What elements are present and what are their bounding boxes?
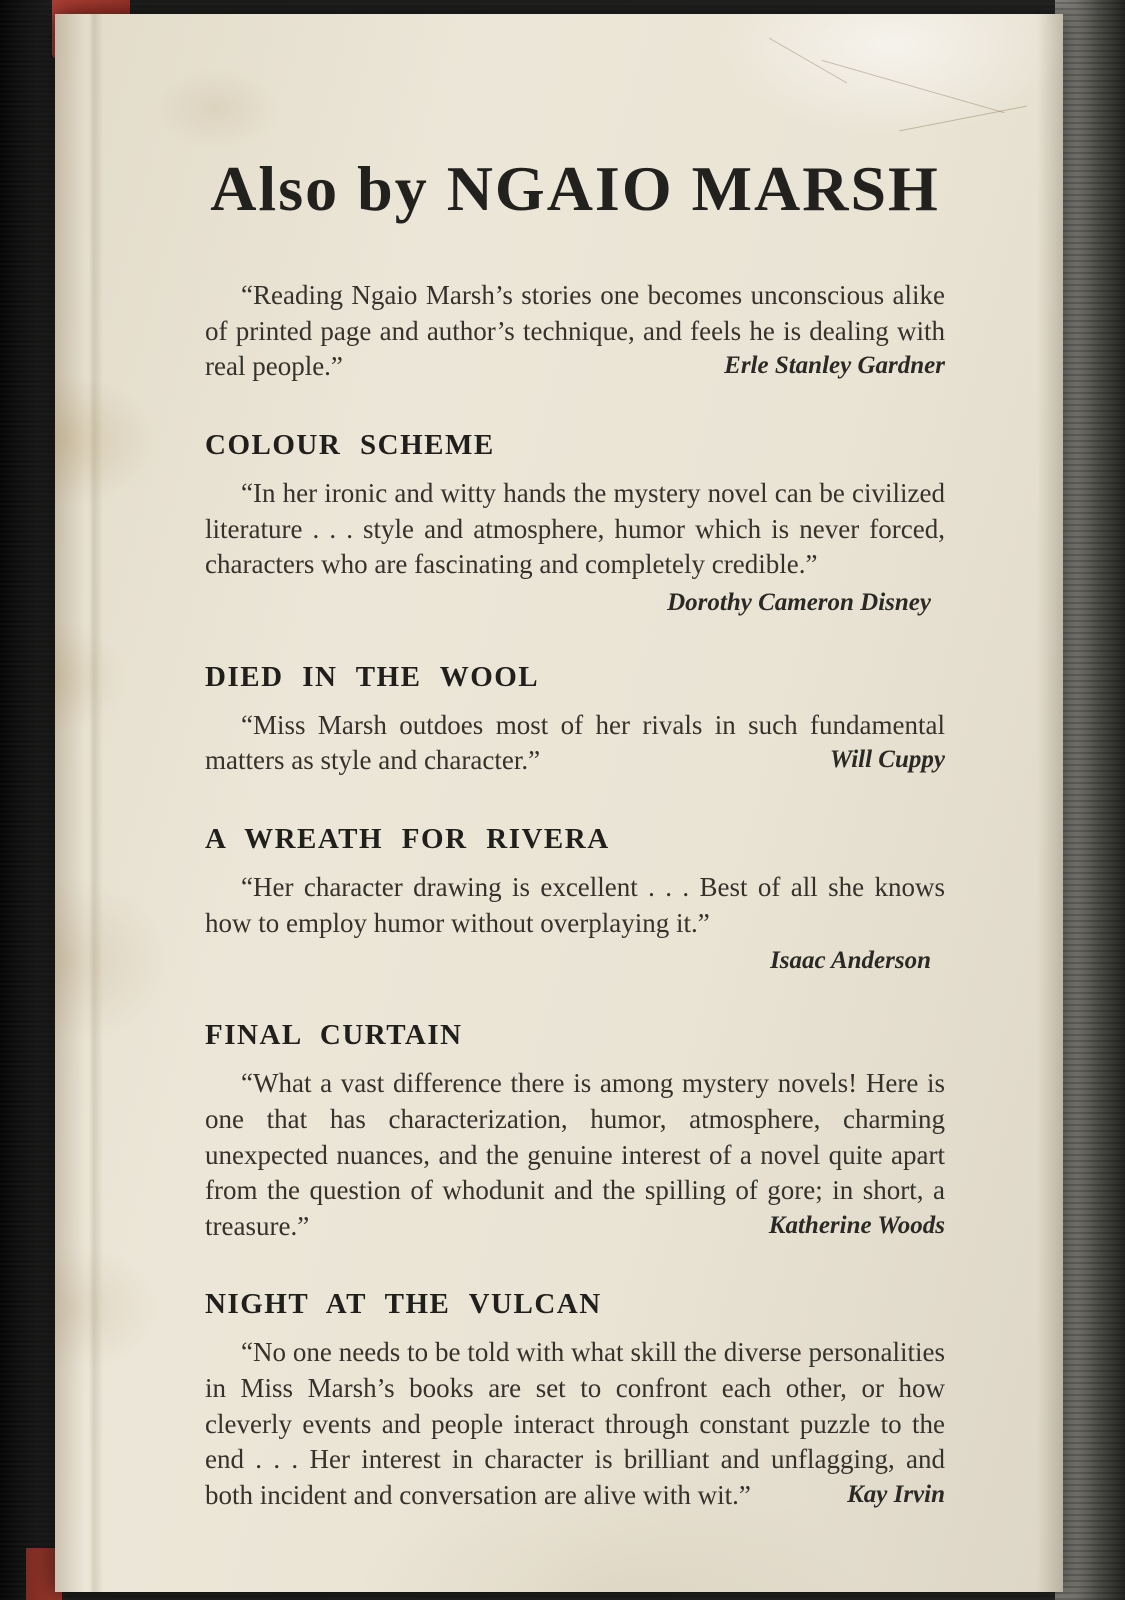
book-quote-paragraph [205,1066,945,1244]
book-quote-text: “In her ironic and witty hands the mystery novel can be civilized literature . . . style and atmosphere, humor which is never forced, characters who are fascinating and completely credible.” [205,477,945,580]
paper-crease [769,38,847,84]
book-title: DIED IN THE WOOL [205,660,540,693]
paper-crease [899,106,1027,132]
book-quote-text: “No one needs to be told with what skill the diverse personalities in Miss Marsh’s books are set to confront each other, or how cleverly events and people interact through constant puzzle to the end . . . Her interest in character is brilliant and unflagging, and both incident and conversation are alive with wit.” [205,1337,945,1510]
book-quote-paragraph [205,1335,945,1513]
book-section-colour-scheme [205,429,945,617]
jacket-text-column [205,152,945,1514]
book-title: COLOUR SCHEME [205,428,495,461]
attribution: Will Cuppy [829,746,945,774]
attribution: Dorothy Cameron Disney [667,588,931,616]
book-quote-text: “Her character drawing is excellent . . . Best of all she knows how to employ humor without overplaying it.” [205,872,945,938]
paper-crease [822,60,1005,113]
book-quote-paragraph [205,870,945,941]
book-quote-paragraph [205,708,945,779]
attribution: Katherine Woods [768,1211,945,1239]
book-section-final-curtain [205,1019,945,1244]
dust-jacket-paper [55,14,1063,1592]
book-section-a-wreath-for-rivera [205,823,945,975]
intro-quote-paragraph [205,278,945,385]
book-quote-text: “What a vast difference there is among mystery novels! Here is one that has characterization, humor, atmosphere, charming unexpected nuances, and the genuine interest of a novel quite apart from the question of whodunit and the spilling of gore; in short, a treasure.” [205,1068,945,1241]
intro-quote-text: “Reading Ngaio Marsh’s stories one becomes unconscious alike of printed page and author’s technique, and feels he is dealing with real people.” [205,280,945,382]
book-page-fore-edge [1055,0,1125,1600]
book-title: FINAL CURTAIN [205,1019,463,1052]
book-title: NIGHT AT THE VULCAN [205,1288,602,1321]
attribution: Kay Irvin [847,1480,945,1508]
book-title: A WREATH FOR RIVERA [205,823,610,855]
book-section-night-at-the-vulcan [205,1288,945,1513]
attribution: Isaac Anderson [770,947,931,975]
book-section-died-in-the-wool [205,661,945,779]
page-title: Also by NGAIO MARSH [210,153,940,224]
book-quote-paragraph [205,476,945,583]
attribution: Erle Stanley Gardner [724,352,945,380]
book-quote-text: “Miss Marsh outdoes most of her rivals in such fundamental matters as style and character.” [205,709,945,776]
